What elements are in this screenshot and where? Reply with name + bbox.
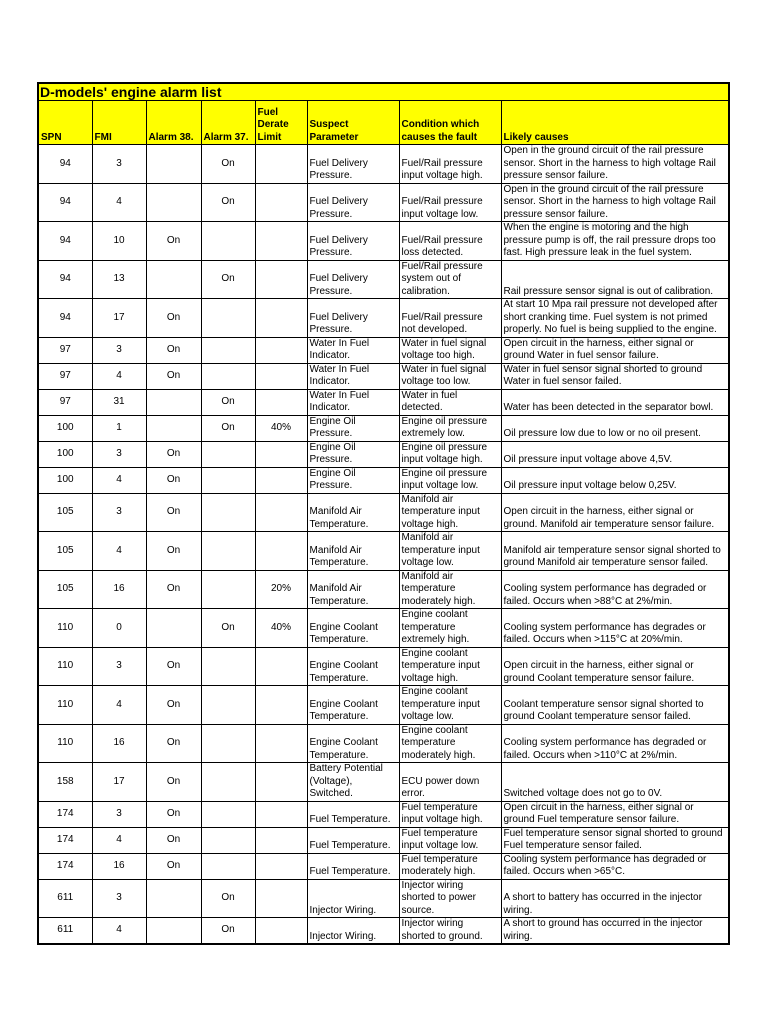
header-fmi: FMI <box>92 101 146 145</box>
condition-cell: Engine oil pressure extremely low. <box>399 415 501 441</box>
fmi-cell: 16 <box>92 570 146 609</box>
fmi-cell: 3 <box>92 647 146 686</box>
alarm-37-cell <box>201 493 255 532</box>
fuel-derate-cell <box>255 532 307 571</box>
fuel-derate-cell <box>255 686 307 725</box>
suspect-parameter-cell: Manifold Air Temperature. <box>307 532 399 571</box>
alarm-37-cell <box>201 337 255 363</box>
fmi-cell: 31 <box>92 389 146 415</box>
alarm-38-cell <box>146 918 201 945</box>
header-row <box>38 101 729 145</box>
likely-causes-cell: Coolant temperature sensor signal shorted to ground Coolant temperature sensor failed. <box>501 686 729 725</box>
fmi-cell: 1 <box>92 415 146 441</box>
likely-causes-cell: Oil pressure input voltage below 0,25V. <box>501 467 729 493</box>
alarm-37-cell <box>201 686 255 725</box>
fuel-derate-cell <box>255 183 307 222</box>
spn-cell: 110 <box>38 724 92 763</box>
fmi-cell: 4 <box>92 532 146 571</box>
table-row <box>38 222 729 261</box>
likely-causes-cell: Oil pressure input voltage above 4,5V. <box>501 441 729 467</box>
suspect-parameter-cell: Engine Oil Pressure. <box>307 415 399 441</box>
alarm-37-cell <box>201 363 255 389</box>
table-row <box>38 570 729 609</box>
alarm-38-cell: On <box>146 222 201 261</box>
alarm-37-cell <box>201 299 255 338</box>
fuel-derate-cell: 20% <box>255 570 307 609</box>
title-row <box>38 83 729 101</box>
likely-causes-cell: Open in the ground circuit of the rail pressure sensor. Short in the harness to high voltage Rail pressure sensor failure. <box>501 145 729 184</box>
alarm-38-cell: On <box>146 337 201 363</box>
table-row <box>38 145 729 184</box>
alarm-38-cell: On <box>146 686 201 725</box>
table-row <box>38 415 729 441</box>
fuel-derate-cell <box>255 467 307 493</box>
alarm-38-cell: On <box>146 827 201 853</box>
table-row <box>38 647 729 686</box>
alarm-38-cell: On <box>146 647 201 686</box>
likely-causes-cell: Open in the ground circuit of the rail pressure sensor. Short in the harness to high voltage Rail pressure sensor failure. <box>501 183 729 222</box>
spn-cell: 105 <box>38 493 92 532</box>
alarm-37-cell: On <box>201 609 255 648</box>
table-row <box>38 493 729 532</box>
suspect-parameter-cell: Fuel Delivery Pressure. <box>307 222 399 261</box>
condition-cell: Manifold air temperature input voltage low. <box>399 532 501 571</box>
fuel-derate-cell <box>255 145 307 184</box>
likely-causes-cell: Open circuit in the harness, either signal or ground Water in fuel sensor failure. <box>501 337 729 363</box>
condition-cell: Water in fuel detected. <box>399 389 501 415</box>
suspect-parameter-cell: Engine Oil Pressure. <box>307 467 399 493</box>
alarm-38-cell <box>146 415 201 441</box>
header-suspect-parameter: Suspect Parameter <box>307 101 399 145</box>
spn-cell: 97 <box>38 337 92 363</box>
likely-causes-cell: Open circuit in the harness, either signal or ground Coolant temperature sensor failure. <box>501 647 729 686</box>
fuel-derate-cell: 40% <box>255 609 307 648</box>
spn-cell: 611 <box>38 879 92 918</box>
alarm-37-cell <box>201 570 255 609</box>
suspect-parameter-cell: Injector Wiring. <box>307 918 399 945</box>
condition-cell: Engine oil pressure input voltage low. <box>399 467 501 493</box>
condition-cell: Engine coolant temperature input voltage high. <box>399 647 501 686</box>
fmi-cell: 13 <box>92 260 146 299</box>
suspect-parameter-cell: Engine Oil Pressure. <box>307 441 399 467</box>
likely-causes-cell: Open circuit in the harness, either signal or ground. Manifold air temperature sensor failure. <box>501 493 729 532</box>
fuel-derate-cell <box>255 389 307 415</box>
spn-cell: 94 <box>38 260 92 299</box>
header-condition: Condition which causes the fault <box>399 101 501 145</box>
spn-cell: 100 <box>38 415 92 441</box>
spn-cell: 94 <box>38 183 92 222</box>
alarm-38-cell <box>146 389 201 415</box>
fuel-derate-cell <box>255 222 307 261</box>
fuel-derate-cell <box>255 879 307 918</box>
fmi-cell: 3 <box>92 879 146 918</box>
table-row <box>38 686 729 725</box>
fmi-cell: 3 <box>92 493 146 532</box>
table-row <box>38 337 729 363</box>
condition-cell: Fuel temperature moderately high. <box>399 853 501 879</box>
table-row <box>38 879 729 918</box>
fuel-derate-cell <box>255 647 307 686</box>
spn-cell: 174 <box>38 853 92 879</box>
likely-causes-cell: Cooling system performance has degraded or failed. Occurs when >88°C at 2%/min. <box>501 570 729 609</box>
suspect-parameter-cell: Fuel Delivery Pressure. <box>307 260 399 299</box>
fuel-derate-cell <box>255 763 307 802</box>
fuel-derate-cell <box>255 441 307 467</box>
alarm-38-cell <box>146 145 201 184</box>
table-row <box>38 609 729 648</box>
likely-causes-cell: Water has been detected in the separator bowl. <box>501 389 729 415</box>
table-row <box>38 299 729 338</box>
fmi-cell: 4 <box>92 918 146 945</box>
likely-causes-cell: Cooling system performance has degrades or failed. Occurs when >115°C at 20%/min. <box>501 609 729 648</box>
alarm-37-cell <box>201 441 255 467</box>
fmi-cell: 0 <box>92 609 146 648</box>
suspect-parameter-cell: Fuel Delivery Pressure. <box>307 299 399 338</box>
suspect-parameter-cell: Fuel Temperature. <box>307 827 399 853</box>
suspect-parameter-cell: Fuel Delivery Pressure. <box>307 183 399 222</box>
alarm-37-cell: On <box>201 183 255 222</box>
fuel-derate-cell <box>255 918 307 945</box>
header-alarm-37: Alarm 37. <box>201 101 255 145</box>
condition-cell: Fuel/Rail pressure input voltage low. <box>399 183 501 222</box>
alarm-38-cell <box>146 183 201 222</box>
fuel-derate-cell <box>255 299 307 338</box>
fmi-cell: 16 <box>92 724 146 763</box>
alarm-38-cell: On <box>146 763 201 802</box>
table-row <box>38 724 729 763</box>
likely-causes-cell: Cooling system performance has degraded or failed. Occurs when >110°C at 2%/min. <box>501 724 729 763</box>
likely-causes-cell: Water in fuel sensor signal shorted to ground Water in fuel sensor failed. <box>501 363 729 389</box>
alarm-38-cell <box>146 609 201 648</box>
alarm-38-cell: On <box>146 724 201 763</box>
alarm-38-cell <box>146 879 201 918</box>
suspect-parameter-cell: Fuel Temperature. <box>307 801 399 827</box>
fmi-cell: 17 <box>92 299 146 338</box>
alarm-sheet <box>37 82 728 945</box>
table-row <box>38 763 729 802</box>
fuel-derate-cell <box>255 724 307 763</box>
likely-causes-cell: Cooling system performance has degraded or failed. Occurs when >65°C. <box>501 853 729 879</box>
suspect-parameter-cell: Manifold Air Temperature. <box>307 493 399 532</box>
table-row <box>38 389 729 415</box>
table-row <box>38 441 729 467</box>
suspect-parameter-cell: Water In Fuel Indicator. <box>307 389 399 415</box>
table-row <box>38 467 729 493</box>
alarm-37-cell: On <box>201 145 255 184</box>
fmi-cell: 17 <box>92 763 146 802</box>
suspect-parameter-cell: Battery Potential (Voltage), Switched. <box>307 763 399 802</box>
fuel-derate-cell <box>255 853 307 879</box>
spn-cell: 105 <box>38 532 92 571</box>
fuel-derate-cell <box>255 801 307 827</box>
condition-cell: ECU power down error. <box>399 763 501 802</box>
condition-cell: Water in fuel signal voltage too low. <box>399 363 501 389</box>
alarm-38-cell: On <box>146 363 201 389</box>
spn-cell: 97 <box>38 389 92 415</box>
fuel-derate-cell: 40% <box>255 415 307 441</box>
suspect-parameter-cell: Engine Coolant Temperature. <box>307 724 399 763</box>
spn-cell: 94 <box>38 222 92 261</box>
alarm-37-cell <box>201 724 255 763</box>
alarm-38-cell: On <box>146 853 201 879</box>
spn-cell: 100 <box>38 467 92 493</box>
condition-cell: Manifold air temperature moderately high. <box>399 570 501 609</box>
spn-cell: 105 <box>38 570 92 609</box>
condition-cell: Water in fuel signal voltage too high. <box>399 337 501 363</box>
condition-cell: Fuel temperature input voltage high. <box>399 801 501 827</box>
alarm-38-cell: On <box>146 299 201 338</box>
fmi-cell: 10 <box>92 222 146 261</box>
alarm-37-cell <box>201 827 255 853</box>
table-row <box>38 801 729 827</box>
spn-cell: 110 <box>38 647 92 686</box>
alarm-38-cell <box>146 260 201 299</box>
alarm-37-cell: On <box>201 389 255 415</box>
suspect-parameter-cell: Engine Coolant Temperature. <box>307 609 399 648</box>
condition-cell: Manifold air temperature input voltage high. <box>399 493 501 532</box>
alarm-37-cell: On <box>201 879 255 918</box>
header-likely-causes: Likely causes <box>501 101 729 145</box>
condition-cell: Fuel/Rail pressure system out of calibration. <box>399 260 501 299</box>
fmi-cell: 4 <box>92 686 146 725</box>
spn-cell: 174 <box>38 827 92 853</box>
likely-causes-cell: Switched voltage does not go to 0V. <box>501 763 729 802</box>
suspect-parameter-cell: Injector Wiring. <box>307 879 399 918</box>
fmi-cell: 3 <box>92 441 146 467</box>
suspect-parameter-cell: Manifold Air Temperature. <box>307 570 399 609</box>
header-alarm-38: Alarm 38. <box>146 101 201 145</box>
table-row <box>38 853 729 879</box>
fmi-cell: 4 <box>92 467 146 493</box>
fmi-cell: 4 <box>92 827 146 853</box>
alarm-37-cell <box>201 801 255 827</box>
alarm-37-cell <box>201 647 255 686</box>
fmi-cell: 4 <box>92 363 146 389</box>
likely-causes-cell: Rail pressure sensor signal is out of calibration. <box>501 260 729 299</box>
alarm-38-cell: On <box>146 493 201 532</box>
suspect-parameter-cell: Water In Fuel Indicator. <box>307 363 399 389</box>
fuel-derate-cell <box>255 337 307 363</box>
condition-cell: Engine coolant temperature input voltage low. <box>399 686 501 725</box>
spn-cell: 174 <box>38 801 92 827</box>
spn-cell: 97 <box>38 363 92 389</box>
alarm-37-cell: On <box>201 918 255 945</box>
suspect-parameter-cell: Engine Coolant Temperature. <box>307 686 399 725</box>
alarm-37-cell: On <box>201 415 255 441</box>
alarm-37-cell <box>201 763 255 802</box>
alarm-38-cell: On <box>146 801 201 827</box>
fmi-cell: 3 <box>92 337 146 363</box>
condition-cell: Engine coolant temperature extremely high. <box>399 609 501 648</box>
spn-cell: 94 <box>38 145 92 184</box>
spn-cell: 158 <box>38 763 92 802</box>
alarm-37-cell <box>201 467 255 493</box>
condition-cell: Injector wiring shorted to ground. <box>399 918 501 945</box>
table-row <box>38 363 729 389</box>
likely-causes-cell: Oil pressure low due to low or no oil present. <box>501 415 729 441</box>
condition-cell: Fuel/Rail pressure input voltage high. <box>399 145 501 184</box>
alarm-38-cell: On <box>146 532 201 571</box>
alarm-37-cell <box>201 853 255 879</box>
likely-causes-cell: When the engine is motoring and the high pressure pump is off, the rail pressure drops too fast. High pressure leak in the fuel system. <box>501 222 729 261</box>
suspect-parameter-cell: Water In Fuel Indicator. <box>307 337 399 363</box>
likely-causes-cell: A short to battery has occurred in the injector wiring. <box>501 879 729 918</box>
alarm-38-cell: On <box>146 441 201 467</box>
alarm-37-cell: On <box>201 260 255 299</box>
suspect-parameter-cell: Fuel Temperature. <box>307 853 399 879</box>
fmi-cell: 3 <box>92 801 146 827</box>
fmi-cell: 3 <box>92 145 146 184</box>
condition-cell: Fuel temperature input voltage low. <box>399 827 501 853</box>
fmi-cell: 4 <box>92 183 146 222</box>
spn-cell: 94 <box>38 299 92 338</box>
likely-causes-cell: A short to ground has occurred in the injector wiring. <box>501 918 729 945</box>
condition-cell: Fuel/Rail pressure loss detected. <box>399 222 501 261</box>
alarm-table <box>37 82 730 945</box>
suspect-parameter-cell: Engine Coolant Temperature. <box>307 647 399 686</box>
fuel-derate-cell <box>255 493 307 532</box>
spn-cell: 611 <box>38 918 92 945</box>
spn-cell: 110 <box>38 686 92 725</box>
fuel-derate-cell <box>255 260 307 299</box>
header-fuel-derate-limit: Fuel Derate Limit <box>255 101 307 145</box>
alarm-38-cell: On <box>146 467 201 493</box>
condition-cell: Injector wiring shorted to power source. <box>399 879 501 918</box>
alarm-37-cell <box>201 532 255 571</box>
condition-cell: Fuel/Rail pressure not developed. <box>399 299 501 338</box>
table-row <box>38 918 729 945</box>
header-spn: SPN <box>38 101 92 145</box>
likely-causes-cell: At start 10 Mpa rail pressure not developed after short cranking time. Fuel system is not primed properly. No fuel is being supplied to the engine. <box>501 299 729 338</box>
likely-causes-cell: Fuel temperature sensor signal shorted to ground Fuel temperature sensor failed. <box>501 827 729 853</box>
alarm-37-cell <box>201 222 255 261</box>
condition-cell: Engine oil pressure input voltage high. <box>399 441 501 467</box>
table-row <box>38 827 729 853</box>
spn-cell: 110 <box>38 609 92 648</box>
table-row <box>38 532 729 571</box>
suspect-parameter-cell: Fuel Delivery Pressure. <box>307 145 399 184</box>
fuel-derate-cell <box>255 363 307 389</box>
alarm-38-cell: On <box>146 570 201 609</box>
likely-causes-cell: Manifold air temperature sensor signal shorted to ground Manifold air temperature sensor failed. <box>501 532 729 571</box>
condition-cell: Engine coolant temperature moderately high. <box>399 724 501 763</box>
table-title: D-models' engine alarm list <box>38 83 729 101</box>
fmi-cell: 16 <box>92 853 146 879</box>
likely-causes-cell: Open circuit in the harness, either signal or ground Fuel temperature sensor failure. <box>501 801 729 827</box>
table-row <box>38 260 729 299</box>
fuel-derate-cell <box>255 827 307 853</box>
table-row <box>38 183 729 222</box>
spn-cell: 100 <box>38 441 92 467</box>
